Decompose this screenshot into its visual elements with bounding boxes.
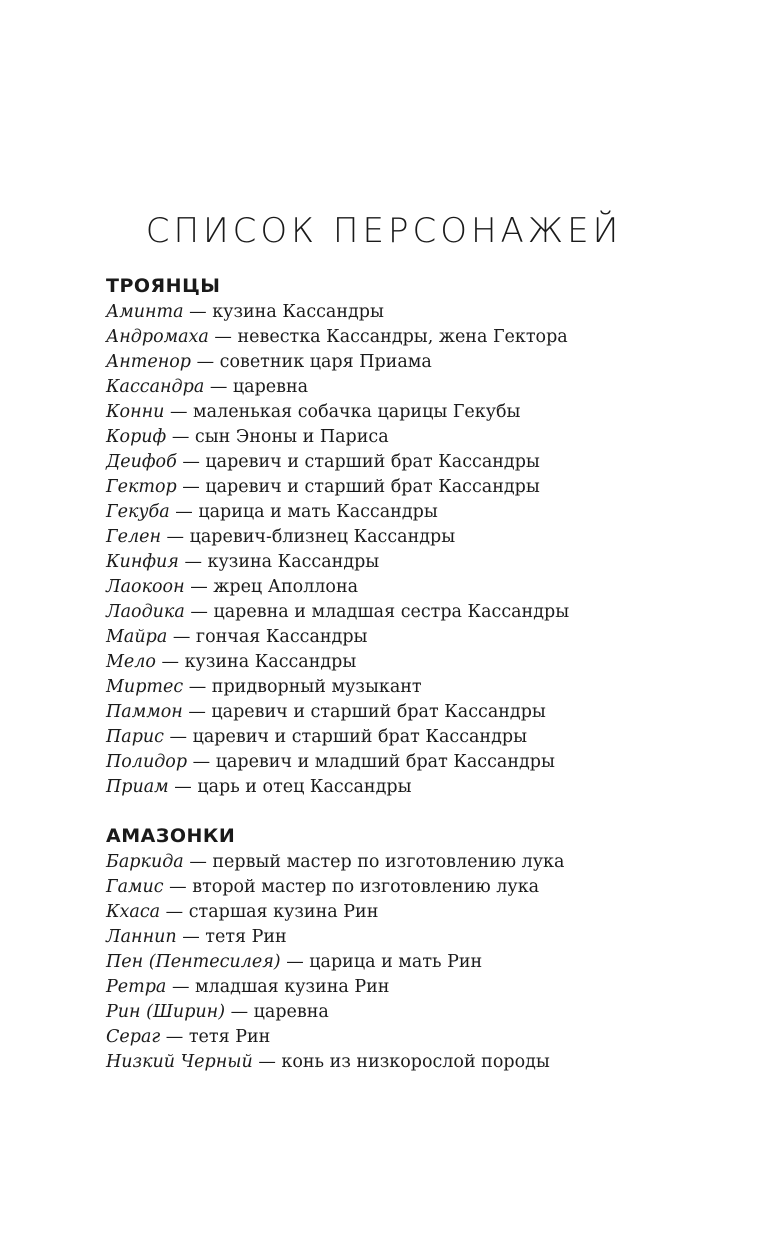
character-name: Рин (Ширин) xyxy=(106,1002,226,1022)
separator: — xyxy=(191,352,220,372)
character-name: Гекуба xyxy=(106,502,170,522)
character-list xyxy=(106,850,726,1075)
character-description: советник царя Приама xyxy=(219,352,432,372)
list-item xyxy=(106,975,726,1000)
list-item xyxy=(106,850,726,875)
character-description: царевна xyxy=(253,1002,329,1022)
character-name: Гелен xyxy=(106,527,161,547)
character-description: царевна xyxy=(232,377,309,397)
list-item xyxy=(106,350,726,375)
character-name: Миртес xyxy=(106,677,184,697)
separator: — xyxy=(176,927,206,947)
list-item xyxy=(106,925,726,950)
separator: — xyxy=(178,552,208,572)
character-description: гончая Кассандры xyxy=(195,627,368,647)
separator: — xyxy=(160,902,189,922)
list-item xyxy=(106,725,726,750)
character-name: Аминта xyxy=(106,302,184,322)
separator: — xyxy=(184,577,214,597)
character-name: Андромаха xyxy=(106,327,209,347)
character-name: Гектор xyxy=(106,477,177,497)
list-item xyxy=(106,600,726,625)
character-description: первый мастер по изготовлению лука xyxy=(212,852,565,872)
character-name: Пен (Пентесилея) xyxy=(106,952,281,972)
character-description: кузина Кассандры xyxy=(212,302,384,322)
character-description: второй мастер по изготовлению лука xyxy=(192,877,540,897)
list-item xyxy=(106,475,726,500)
separator: — xyxy=(164,402,194,422)
character-name: Приам xyxy=(106,777,169,797)
list-item xyxy=(106,550,726,575)
character-name: Конни xyxy=(106,402,165,422)
list-item xyxy=(106,750,726,775)
character-description: царица и мать Рин xyxy=(309,952,483,972)
separator: — xyxy=(168,777,198,797)
separator: — xyxy=(160,1027,189,1047)
list-item xyxy=(106,450,726,475)
section-heading: АМАЗОНКИ xyxy=(106,825,236,847)
section-trojans xyxy=(106,272,726,800)
character-description: тетя Рин xyxy=(205,927,287,947)
character-description: жрец Аполлона xyxy=(213,577,359,597)
list-item xyxy=(106,375,726,400)
character-description: царица и мать Кассандры xyxy=(198,502,438,522)
list-item xyxy=(106,300,726,325)
character-name: Парис xyxy=(106,727,164,747)
character-description: сын Эноны и Париса xyxy=(194,427,389,447)
character-name: Гамис xyxy=(106,877,164,897)
character-name: Кассандра xyxy=(106,377,205,397)
separator: — xyxy=(208,327,238,347)
character-description: кузина Кассандры xyxy=(207,552,380,572)
character-description: царевич и старший брат Кассандры xyxy=(205,452,540,472)
separator: — xyxy=(176,477,206,497)
separator: — xyxy=(166,427,195,447)
character-description: царевич и старший брат Кассандры xyxy=(205,477,540,497)
character-description: младшая кузина Рин xyxy=(195,977,390,997)
character-description: придворный музыкант xyxy=(211,677,422,697)
list-item xyxy=(106,700,726,725)
character-name: Сераг xyxy=(106,1027,161,1047)
character-name: Лаодика xyxy=(106,602,185,622)
character-description: царевич и младший брат Кассандры xyxy=(215,752,555,772)
character-name: Майра xyxy=(106,627,168,647)
separator: — xyxy=(187,752,216,772)
separator: — xyxy=(183,302,213,322)
list-item xyxy=(106,400,726,425)
character-name: Деифоб xyxy=(106,452,177,472)
separator: — xyxy=(166,977,196,997)
character-name: Кориф xyxy=(106,427,167,447)
list-item xyxy=(106,1025,726,1050)
list-item xyxy=(106,950,726,975)
list-item xyxy=(106,775,726,800)
section-amazons xyxy=(106,822,726,1075)
list-item xyxy=(106,500,726,525)
character-description: царь и отец Кассандры xyxy=(197,777,412,797)
list-item xyxy=(106,525,726,550)
separator: — xyxy=(163,877,193,897)
character-description: маленькая собачка царицы Гекубы xyxy=(193,402,521,422)
list-item xyxy=(106,425,726,450)
list-item xyxy=(106,1050,726,1075)
separator: — xyxy=(184,602,214,622)
separator: — xyxy=(167,627,196,647)
separator: — xyxy=(183,852,213,872)
character-name: Баркида xyxy=(106,852,184,872)
list-item xyxy=(106,650,726,675)
character-description: невестка Кассандры, жена Гектора xyxy=(237,327,568,347)
separator: — xyxy=(176,452,206,472)
character-name: Кхаса xyxy=(106,902,161,922)
character-description: старшая кузина Рин xyxy=(188,902,379,922)
list-item xyxy=(106,325,726,350)
list-item xyxy=(106,675,726,700)
section-heading: ТРОЯНЦЫ xyxy=(106,275,221,297)
separator: — xyxy=(160,527,190,547)
separator: — xyxy=(252,1052,282,1072)
character-name: Кинфия xyxy=(106,552,179,572)
character-name: Полидор xyxy=(106,752,188,772)
character-description: тетя Рин xyxy=(188,1027,271,1047)
separator: — xyxy=(204,377,233,397)
separator: — xyxy=(155,652,185,672)
separator: — xyxy=(280,952,310,972)
separator: — xyxy=(169,502,199,522)
character-name: Паммон xyxy=(106,702,183,722)
character-description: кузина Кассандры xyxy=(184,652,357,672)
list-item xyxy=(106,575,726,600)
character-description: царевич и старший брат Кассандры xyxy=(192,727,528,747)
character-list xyxy=(106,300,726,800)
character-name: Мело xyxy=(106,652,156,672)
character-description: царевна и младшая сестра Кассандры xyxy=(213,602,570,622)
character-name: Антенор xyxy=(106,352,191,372)
character-description: царевич и старший брат Кассандры xyxy=(211,702,546,722)
list-item xyxy=(106,900,726,925)
list-item xyxy=(106,625,726,650)
page-title: СПИСОК ПЕРСОНАЖЕЙ xyxy=(145,210,623,251)
character-description: царевич-близнец Кассандры xyxy=(189,527,456,547)
list-item xyxy=(106,875,726,900)
list-item xyxy=(106,1000,726,1025)
separator: — xyxy=(182,702,212,722)
separator: — xyxy=(163,727,193,747)
character-name: Низкий Черный xyxy=(106,1052,253,1072)
character-name: Ретра xyxy=(106,977,167,997)
character-description: конь из низкорослой породы xyxy=(281,1052,550,1072)
character-name: Ланнип xyxy=(106,927,177,947)
character-name: Лаокоон xyxy=(106,577,185,597)
separator: — xyxy=(225,1002,254,1022)
separator: — xyxy=(183,677,212,697)
